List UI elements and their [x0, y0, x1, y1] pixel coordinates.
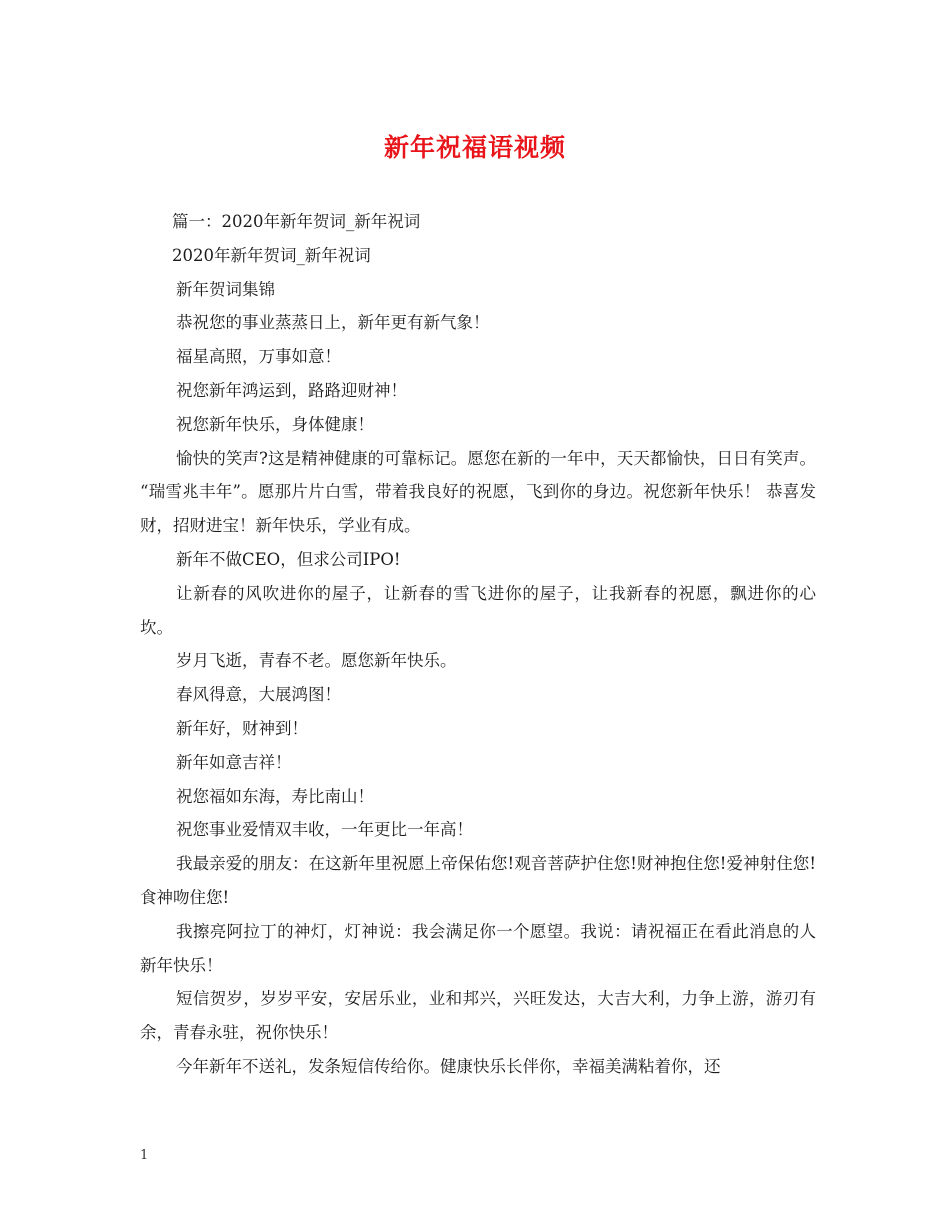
- paragraph: 我擦亮阿拉丁的神灯，灯神说：我会满足你一个愿望。我说：请祝福正在看此消息的人新年快乐！: [140, 921, 816, 975]
- paragraph: 新年贺词集锦: [176, 279, 275, 299]
- paragraph: 祝您事业爱情双丰收，一年更比一年高！: [176, 820, 473, 840]
- paragraph: 新年如意吉祥！: [176, 752, 292, 772]
- paragraph: 短信贺岁，岁岁平安，安居乐业，业和邦兴，兴旺发达，大吉大利，力争上游，游刃有余，青春永驻，祝你快乐！: [140, 989, 816, 1043]
- paragraph: 愉快的笑声?这是精神健康的可靠标记。愿您在新的一年中，天天都愉快，日日有笑声。 “瑞雪兆丰年”。愿那片片白雪，带着我良好的祝愿，飞到你的身边。祝您新年快乐！ 恭喜发财，招财进宝！新年快乐，学业有成。: [140, 448, 816, 536]
- paragraph: 让新春的风吹进你的屋子，让新春的雪飞进你的屋子，让我新春的祝愿，飘进你的心坎。: [140, 583, 816, 637]
- document-body: [140, 205, 816, 1084]
- paragraph: 新年不做CEO，但求公司IPO!: [176, 549, 401, 569]
- document-title: 新年祝福语视频: [383, 133, 566, 162]
- paragraph: 2020年新年贺词_新年祝词: [172, 245, 371, 265]
- paragraph: 我最亲爱的朋友：在这新年里祝愿上帝保佑您!观音菩萨护住您!财神抱住您!爱神射住您!食神吻住您!: [140, 854, 816, 907]
- paragraph: 今年新年不送礼，发条短信传给你。健康快乐长伴你，幸福美满粘着你，还: [176, 1056, 721, 1076]
- paragraph: 篇一：2020年新年贺词_新年祝词: [172, 212, 421, 231]
- paragraph: 福星高照，万事如意！: [176, 347, 341, 367]
- paragraph: 祝您新年鸿运到，路路迎财神！: [176, 380, 407, 400]
- paragraph: 岁月飞逝，青春不老。愿您新年快乐。: [176, 651, 457, 671]
- paragraph: 新年好，财神到！: [176, 718, 308, 738]
- paragraph: 恭祝您的事业蒸蒸日上，新年更有新气象！: [176, 313, 490, 333]
- paragraph: 春风得意，大展鸿图！: [176, 685, 341, 705]
- paragraph: 祝您福如东海，寿比南山！: [176, 786, 374, 806]
- paragraph: 祝您新年快乐，身体健康！: [176, 414, 374, 434]
- page-number: 1: [140, 1148, 149, 1163]
